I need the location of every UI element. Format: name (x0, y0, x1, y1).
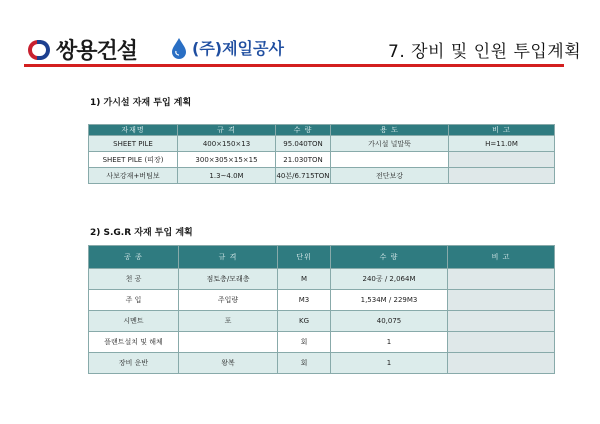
page-header (0, 0, 600, 78)
table-row (89, 269, 555, 290)
table-cell: 점토층/모래층 (179, 269, 278, 290)
droplet-icon (170, 37, 188, 59)
table-cell: 40본/6.715TON (276, 168, 331, 184)
table-cell: 주입량 (179, 290, 278, 311)
table-cell: 300×305×15×15 (178, 152, 276, 168)
table-cell: SHEET PILE (89, 136, 178, 152)
header-divider (24, 64, 564, 67)
table-cell: 가시설 널말뚝 (331, 136, 449, 152)
table-cell: 40,075 (331, 311, 448, 332)
table-cell (448, 311, 555, 332)
table-cell: H=11.0M (449, 136, 555, 152)
section1-title: 1) 가시설 자재 투입 계획 (90, 98, 192, 108)
table-cell: 장비 운반 (89, 353, 179, 374)
table-cell: 1 (331, 353, 448, 374)
table-cell: 21.030TON (276, 152, 331, 168)
table-cell (448, 290, 555, 311)
table-row (89, 332, 555, 353)
table-cell (448, 332, 555, 353)
col-header: 규 격 (179, 246, 278, 269)
table-cell (448, 353, 555, 374)
table-cell: 회 (278, 353, 331, 374)
col-header: 비 고 (449, 125, 555, 136)
table-cell: 회 (278, 332, 331, 353)
table-row (89, 353, 555, 374)
col-header: 수 량 (276, 125, 331, 136)
table-cell: 240공 / 2,064M (331, 269, 448, 290)
section2-title: 2) S.G.R 자재 투입 계획 (90, 228, 193, 238)
table-cell: 주 입 (89, 290, 179, 311)
table-cell: 왕복 (179, 353, 278, 374)
col-header: 규 격 (178, 125, 276, 136)
col-header: 비 고 (448, 246, 555, 269)
table-row (89, 290, 555, 311)
table-cell: 95.040TON (276, 136, 331, 152)
table-cell: 전단보강 (331, 168, 449, 184)
table-cell: 천 공 (89, 269, 179, 290)
table-cell: 1.3~4.0M (178, 168, 276, 184)
col-header: 공 종 (89, 246, 179, 269)
table-cell: 플랜트설치 및 해체 (89, 332, 179, 353)
col-header: 용 도 (331, 125, 449, 136)
table-cell: 포 (179, 311, 278, 332)
table-cell (449, 152, 555, 168)
table-cell: M (278, 269, 331, 290)
table-row (89, 168, 555, 184)
partner-name: (주)제일공사 (192, 39, 284, 58)
table-cell (179, 332, 278, 353)
table-cell: 1,534M / 229M3 (331, 290, 448, 311)
table-cell: 1 (331, 332, 448, 353)
partner-logo (170, 36, 284, 59)
table-cell (448, 269, 555, 290)
ssangyong-s-icon (28, 38, 52, 62)
sgr-table (88, 245, 555, 374)
table-cell: M3 (278, 290, 331, 311)
col-header: 단위 (278, 246, 331, 269)
table-header-row (89, 246, 555, 269)
ssangyong-logo (28, 34, 137, 65)
table-row (89, 152, 555, 168)
table-cell (331, 152, 449, 168)
col-header: 수 량 (331, 246, 448, 269)
table-row (89, 136, 555, 152)
table-cell: SHEET PILE (띠장) (89, 152, 178, 168)
table-cell: 사보강재+버팀보 (89, 168, 178, 184)
table-row (89, 311, 555, 332)
brand-name: 쌍용건설 (56, 39, 138, 64)
table-cell: 시멘트 (89, 311, 179, 332)
table-cell (449, 168, 555, 184)
table-cell: 400×150×13 (178, 136, 276, 152)
page-title: 7. 장비 및 인원 투입계획 (388, 42, 582, 62)
table-cell: KG (278, 311, 331, 332)
col-header: 자재명 (89, 125, 178, 136)
table-header-row (89, 125, 555, 136)
material-table (88, 124, 555, 184)
